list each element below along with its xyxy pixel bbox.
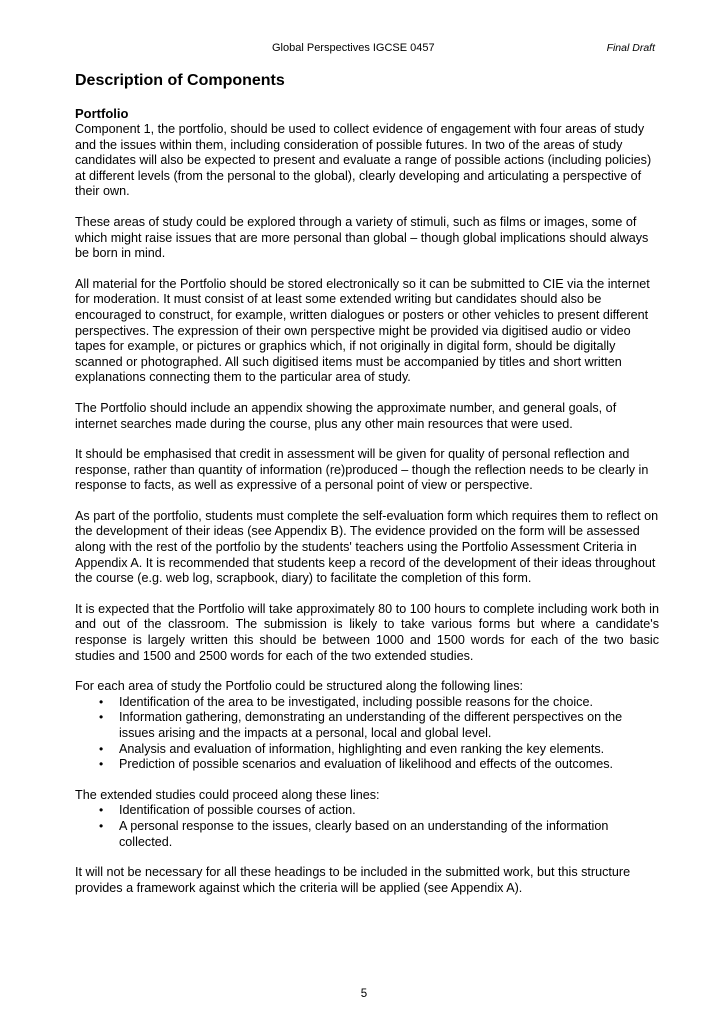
bullet-icon: • bbox=[99, 757, 104, 772]
list-item-text: Information gathering, demonstrating an understanding of the different perspectives on the issues arising and the impacts at a personal, local and global level. bbox=[119, 710, 623, 740]
list-item-text: Prediction of possible scenarios and evaluation of likelihood and effects of the outcomes. bbox=[119, 757, 614, 772]
paragraph-5: It should be emphasised that credit in assessment will be given for quality of personal reflection and response, rather than quantity of information (re)produced – though the reflection needs to be clearly in response to facts, as well as expressive of a personal point of view or perspective. bbox=[75, 447, 649, 493]
bullet-icon: • bbox=[99, 710, 104, 725]
bullet-icon: • bbox=[99, 818, 104, 833]
paragraph-8-intro: For each area of study the Portfolio could be structured along the following lines: bbox=[75, 679, 524, 694]
bullet-icon: • bbox=[99, 741, 104, 756]
paragraph-2: These areas of study could be explored through a variety of stimuli, such as films or images, some of which might raise issues that are more personal than global – though global implications should always be born in mind. bbox=[75, 214, 649, 261]
list-item-text: Identification of possible courses of action. bbox=[119, 803, 356, 818]
list-item-text: A personal response to the issues, clearly based on an understanding of the information collected. bbox=[119, 818, 609, 849]
area-of-study-list bbox=[75, 695, 659, 773]
extended-studies-list bbox=[75, 803, 659, 850]
list-item-text: Identification of the area to be investigated, including possible reasons for the choice. bbox=[119, 694, 593, 709]
list-item-text: Analysis and evaluation of information, highlighting and even ranking the key elements. bbox=[119, 741, 605, 756]
header-course-title: Global Perspectives IGCSE 0457 bbox=[272, 42, 435, 54]
list-item bbox=[99, 741, 659, 758]
page-title: Description of Components bbox=[75, 72, 285, 89]
header-draft-status: Final Draft bbox=[606, 42, 655, 54]
page-footer bbox=[0, 988, 728, 1000]
paragraph-9-intro: The extended studies could proceed along these lines: bbox=[75, 787, 380, 802]
bullet-icon: • bbox=[99, 803, 104, 818]
page-content bbox=[75, 71, 659, 911]
page-header bbox=[0, 42, 728, 58]
list-item bbox=[99, 757, 659, 773]
list-item bbox=[99, 710, 659, 741]
section-heading-portfolio: Portfolio bbox=[75, 106, 129, 121]
paragraph-4: The Portfolio should include an appendix showing the approximate number, and general goals, of internet searches made during the course, plus any other main resources that were used. bbox=[75, 400, 617, 431]
paragraph-1: Component 1, the portfolio, should be used to collect evidence of engagement with four areas of study and the issues within them, including consideration of possible futures. In two of the areas of study candidates will also be expected to present and evaluate a range of possible actions (including policies) at different levels (from the personal to the global), clearly developing and articulating a perspective of their own. bbox=[75, 122, 652, 199]
paragraph-6: As part of the portfolio, students must complete the self-evaluation form which requires them to reflect on the development of their ideas (see Appendix B). The evidence provided on the form will be assessed along with the rest of the portfolio by the students' teachers using the Portfolio Assessment Criteria in Appendix A. It is recommended that students keep a record of the development of their ideas throughout the course (e.g. web log, scrapbook, diary) to facilitate the completion of this form. bbox=[75, 508, 659, 586]
list-item bbox=[99, 694, 659, 711]
paragraph-3: All material for the Portfolio should be stored electronically so it can be submitted to CIE via the internet for moderation. It must consist of at least some extended writing but candidates should also be encouraged to construct, for example, written dialogues or posters or other vehicles to present different perspectives. The expression of their own perspective might be provided via digitised audio or video tapes for example, or pictures or graphics which, if not originally in digital form, should be digitally scanned or photographed. All such digitised items must be accompanied by titles and short written explanations connecting them to the particular area of study. bbox=[75, 276, 650, 385]
page-number: 5 bbox=[360, 988, 368, 1000]
bullet-icon: • bbox=[99, 694, 104, 709]
list-item bbox=[99, 818, 659, 850]
paragraph-7: It is expected that the Portfolio will take approximately 80 to 100 hours to complete including work both in and out of the classroom. The submission is likely to take various forms but where a candidate's response is largely written this should be between 1000 and 1500 words for each of the two basic studies and 1500 and 2500 words for each of the two extended studies. bbox=[75, 601, 659, 663]
list-item bbox=[99, 803, 659, 819]
paragraph-10: It will not be necessary for all these headings to be included in the submitted work, but this structure provides a framework against which the criteria will be applied (see Appendix A). bbox=[75, 865, 631, 895]
